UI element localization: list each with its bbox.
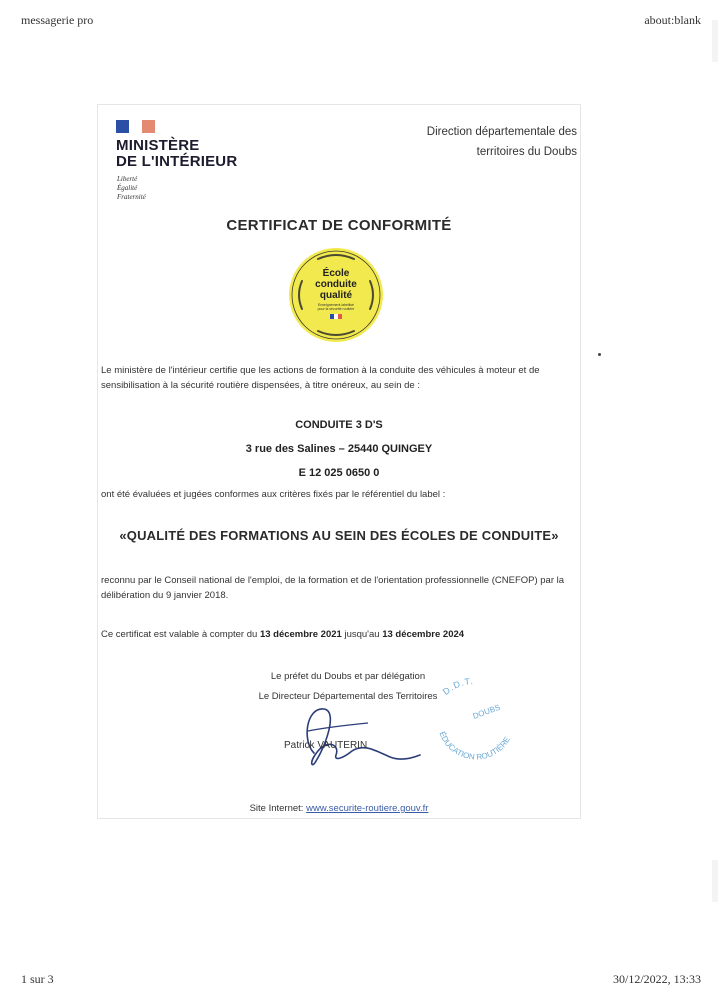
evaluation-paragraph: ont été évaluées et jugées conformes aux critères fixés par le référentiel du label : — [101, 489, 446, 500]
svg-text:École: École — [322, 268, 350, 279]
page-counter: 1 sur 3 — [21, 972, 54, 986]
director-line: Le Directeur Départemental des Territoires — [258, 691, 438, 702]
recognition-paragraph: reconnu par le Conseil national de l'emploi, de la formation et de l'orientation professionnelle (CNEFOP) par la délibération du 9 janvier 2018. — [101, 575, 565, 601]
scrollbar-stub-lower — [712, 860, 718, 902]
website-link[interactable]: www.securite-routiere.gouv.fr — [306, 803, 429, 814]
school-address: 3 rue des Salines – 25440 QUINGEY — [245, 443, 433, 455]
print-header-title: messagerie pro — [21, 13, 94, 27]
certificate-title: CERTIFICAT DE CONFORMITÉ — [226, 217, 452, 234]
signer-name: Patrick VAUTERIN — [284, 740, 368, 751]
republic-motto: Liberté Égalité Fraternité — [117, 175, 146, 201]
quality-label-badge — [288, 247, 384, 343]
school-code: E 12 025 0650 0 — [298, 467, 380, 479]
print-header-url: about:blank — [644, 13, 701, 27]
website-line: Site Internet: www.securite-routiere.gouv.fr — [249, 803, 429, 814]
svg-text:D.D.T.: D.D.T. — [440, 676, 475, 697]
handwritten-signature — [268, 701, 428, 773]
school-name: CONDUITE 3 D'S — [295, 419, 383, 431]
validity-paragraph: Ce certificat est valable à compter du 13 décembre 2021 jusqu'au 13 décembre 2024 — [101, 629, 465, 640]
ministry-name: MINISTÈRE DE L'INTÉRIEUR — [116, 137, 238, 170]
svg-text:DOUBS: DOUBS — [471, 702, 502, 721]
direction-header: Direction départementale des territoires du Doubs — [426, 126, 577, 158]
validity-from: 13 décembre 2021 — [259, 629, 342, 640]
scrollbar-stub — [712, 20, 718, 62]
certificate-document — [97, 104, 581, 819]
prefect-line: Le préfet du Doubs et par délégation — [270, 671, 426, 682]
svg-text:ÉDUCATION ROUTIÈRE: ÉDUCATION ROUTIÈRE — [437, 730, 512, 762]
validity-to: 13 décembre 2024 — [382, 629, 465, 640]
intro-paragraph: Le ministère de l'intérieur certifie que les actions de formation à la conduite des véhicules à moteur et de sensibilisation à la sécurité routière dispensées, à titre onéreux, au sein de : — [101, 365, 540, 391]
svg-text:Enseignement labellisé: Enseignement labellisé — [318, 303, 354, 307]
svg-text:qualité: qualité — [319, 290, 353, 301]
svg-text:pour la sécurité routière: pour la sécurité routière — [317, 307, 355, 311]
ddt-stamp — [416, 663, 526, 773]
svg-text:conduite: conduite — [315, 279, 357, 290]
scan-speck — [598, 353, 601, 356]
print-timestamp: 30/12/2022, 13:33 — [612, 972, 701, 986]
french-flag-logo — [116, 120, 154, 133]
label-title: «QUALITÉ DES FORMATIONS AU SEIN DES ÉCOLES DE CONDUITE» — [119, 528, 559, 543]
